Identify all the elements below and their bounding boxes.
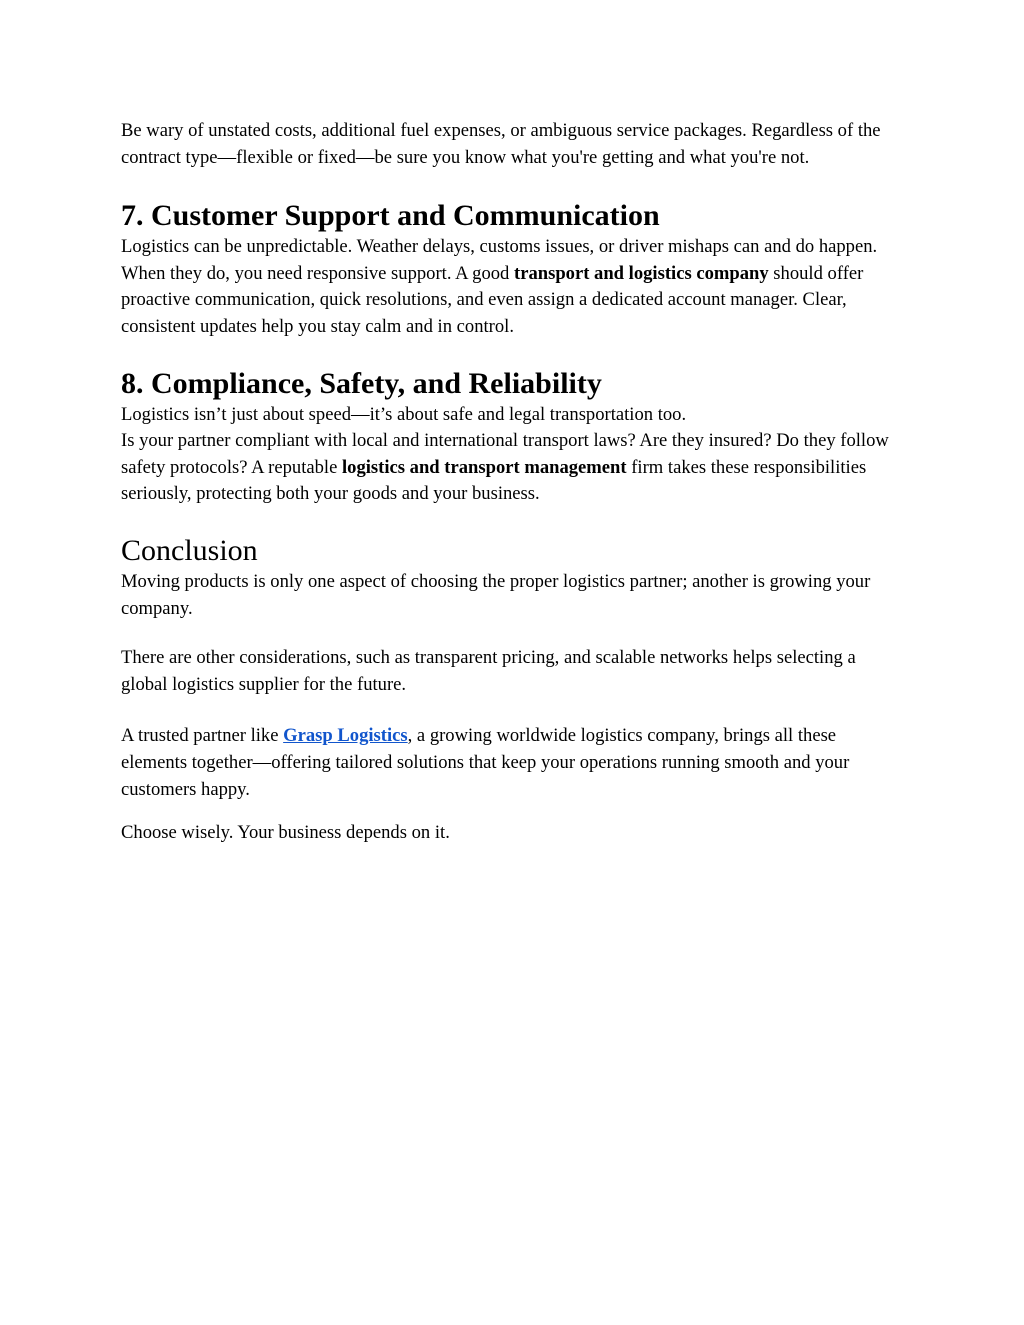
conclusion-paragraph-4: Choose wisely. Your business depends on it. (121, 822, 450, 844)
section-7-paragraph-2 (121, 261, 906, 341)
section-8-heading: 8. Compliance, Safety, and Reliability (121, 366, 602, 400)
section-8-p2-text-end: firm takes these responsibilities seriously, protecting both your goods and your business. (121, 456, 867, 505)
conclusion-p3-text-end: , a growing worldwide logistics company, brings all these elements together—offering tailored solutions that keep your operations running smooth and your customers happy. (121, 725, 850, 800)
conclusion-p3-text-start: A trusted partner like (121, 725, 284, 747)
section-8-bold-phrase: logistics and transport management (342, 456, 627, 478)
section-8-p2-text-start: Is your partner compliant with local and international transport laws? Are they insured? Do they follow safety protocols? A reputable (121, 430, 889, 478)
section-7-bold-phrase: transport and logistics company (514, 262, 769, 284)
section-7-heading: 7. Customer Support and Communication (121, 199, 660, 233)
document-page (121, 118, 906, 847)
section-7-p2-text-start: When they do, you need responsive support. A good (121, 262, 514, 284)
section-8-paragraph-2 (121, 428, 906, 508)
conclusion-paragraph-1: Moving products is only one aspect of choosing the proper logistics partner; another is growing your company. (121, 570, 871, 619)
conclusion-paragraph-2: There are other considerations, such as transparent pricing, and scalable networks helps selecting a global logistics supplier for the future. (121, 647, 856, 695)
conclusion-paragraph-3 (121, 723, 906, 803)
section-8-paragraph-1: Logistics isn’t just about speed—it’s about safe and legal transportation too. (121, 403, 687, 425)
section-7-p2-text-end: should offer proactive communication, quick resolutions, and even assign a dedicated account manager. Clear, consistent updates help you stay calm and in control. (121, 262, 864, 337)
grasp-logistics-link[interactable]: Grasp Logistics (283, 725, 408, 747)
conclusion-heading: Conclusion (121, 533, 258, 567)
intro-paragraph: Be wary of unstated costs, additional fuel expenses, or ambiguous service packages. Regardless of the contract type—flexible or fixed—be sure you know what you're getting and what you're not. (121, 120, 881, 168)
section-7-paragraph-1: Logistics can be unpredictable. Weather delays, customs issues, or driver mishaps can and do happen. (121, 236, 878, 258)
